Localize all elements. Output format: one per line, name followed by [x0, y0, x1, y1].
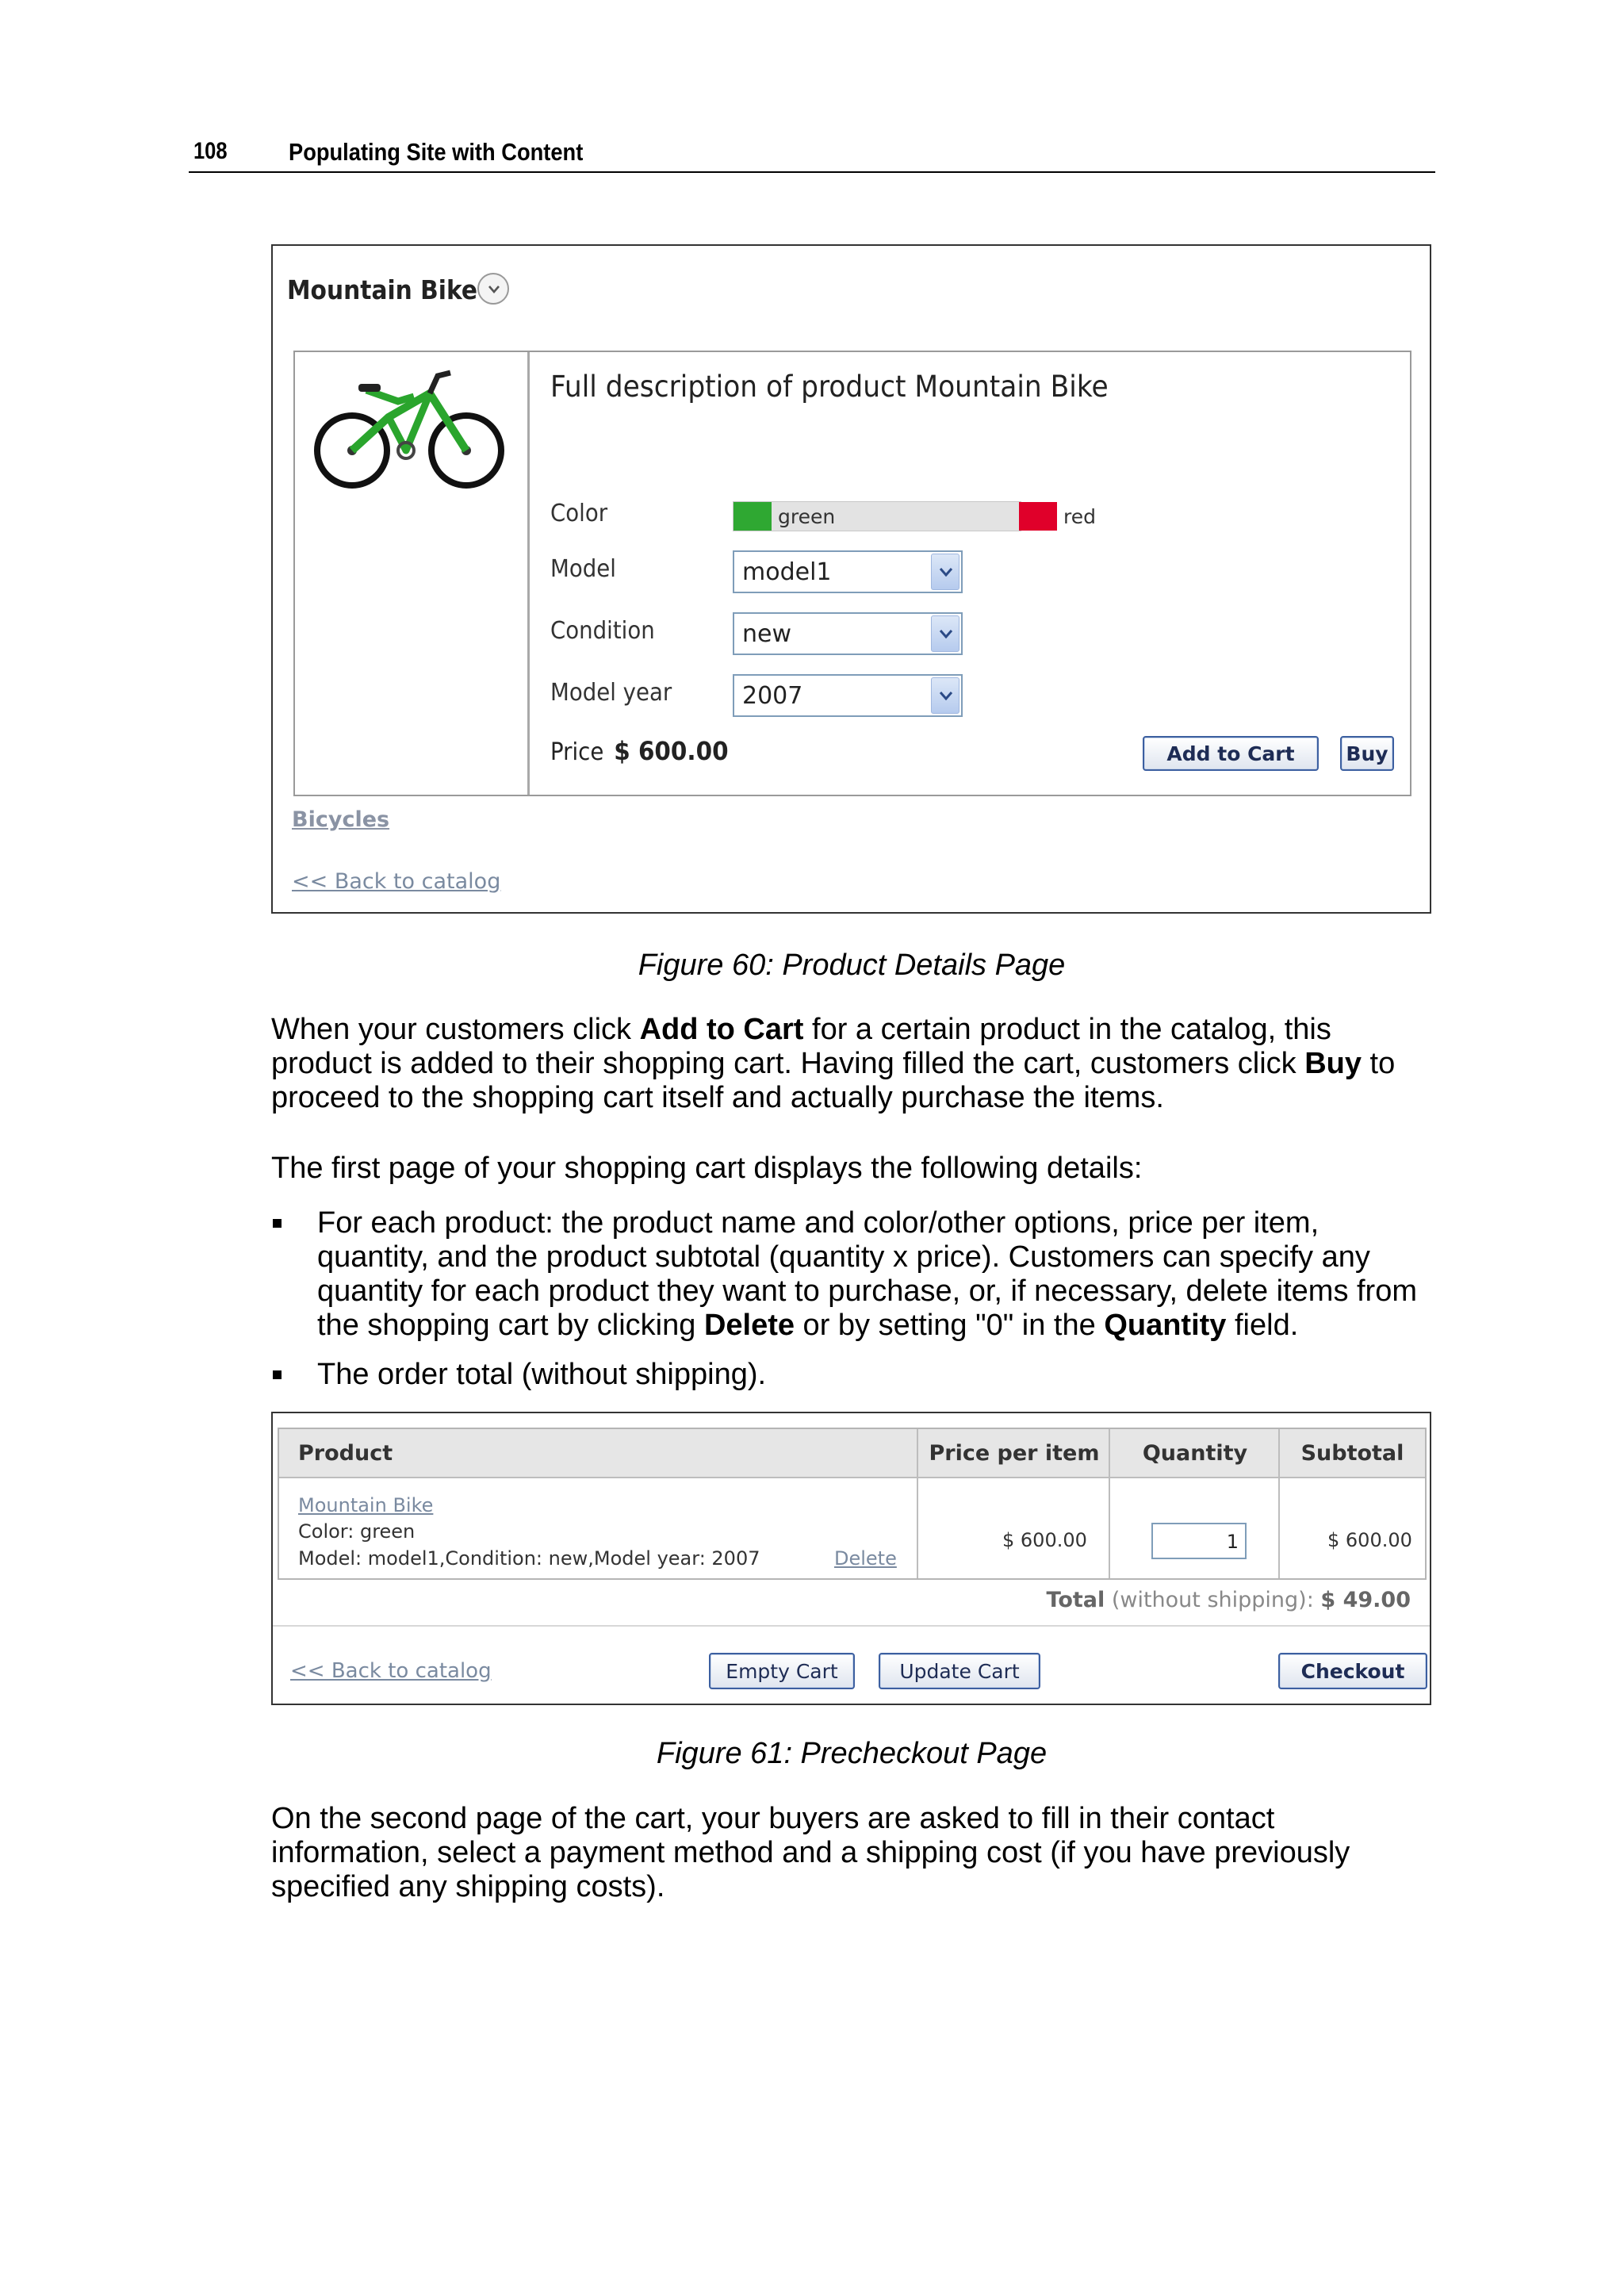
total-label: Total — [1046, 1588, 1105, 1612]
bold-term: Quantity — [1104, 1309, 1227, 1342]
cart-item-options: Model: model1,Condition: new,Model year: 2007 — [298, 1547, 760, 1570]
model-year-select[interactable] — [733, 674, 963, 717]
bullet-item-products — [317, 1206, 1437, 1343]
checkout-button[interactable]: Checkout — [1278, 1653, 1427, 1689]
product-info-cell — [530, 352, 1410, 795]
product-description: Full description of product Mountain Bike — [550, 370, 1109, 404]
empty-cart-button[interactable]: Empty Cart — [709, 1653, 855, 1689]
price-label: Price — [550, 738, 604, 766]
bold-term: Buy — [1304, 1047, 1362, 1080]
cart-item-color: Color: green — [298, 1520, 416, 1543]
color-label: Color — [550, 500, 608, 527]
price-row — [550, 736, 729, 766]
bold-term: Delete — [703, 1309, 795, 1342]
model-label: Model — [550, 555, 616, 583]
paragraph-add-to-cart — [271, 1013, 1437, 1115]
cart-item-name-link[interactable]: Mountain Bike — [298, 1494, 434, 1516]
order-total — [1046, 1588, 1411, 1612]
green-swatch — [733, 502, 772, 531]
text: For each product: the product name and color/other options, price per item, quantity, and the product subtotal (quantity x price). Customers can specify any quantity for each product they want to purchase, or, if necessary, delete items from the shopping cart by clicking — [317, 1206, 1417, 1342]
column-divider — [917, 1429, 918, 1578]
bullet-item-total: The order total (without shipping). — [317, 1358, 1437, 1392]
product-title: Mountain Bike — [287, 274, 478, 305]
bold-term: Add to Cart — [639, 1013, 804, 1046]
column-divider — [1278, 1429, 1280, 1578]
chevron-down-icon[interactable] — [477, 273, 509, 305]
divider — [273, 1625, 1430, 1627]
update-cart-button[interactable]: Update Cart — [879, 1653, 1040, 1689]
back-to-catalog-link[interactable]: << Back to catalog — [292, 869, 501, 894]
bicycle-image — [311, 362, 511, 496]
red-swatch — [1019, 502, 1057, 531]
product-image-cell — [295, 352, 530, 795]
column-header-subtotal: Subtotal — [1280, 1429, 1425, 1478]
section-title: Populating Site with Content — [289, 138, 584, 166]
add-to-cart-button[interactable]: Add to Cart — [1143, 736, 1319, 771]
price-value: $ 600.00 — [614, 736, 729, 766]
product-panel — [293, 351, 1411, 796]
cart-item-subtotal: $ 600.00 — [1327, 1529, 1412, 1551]
category-link[interactable]: Bicycles — [292, 807, 390, 832]
chevron-down-icon — [931, 677, 959, 714]
chevron-down-icon — [931, 615, 959, 652]
page-number: 108 — [193, 138, 228, 164]
text: or by setting "0" in the — [795, 1309, 1105, 1342]
total-note: (without shipping): — [1111, 1588, 1314, 1612]
delete-link[interactable]: Delete — [834, 1547, 897, 1570]
condition-select[interactable] — [733, 612, 963, 655]
back-to-catalog-link[interactable]: << Back to catalog — [290, 1659, 492, 1683]
figure-60-caption: Figure 60: Product Details Page — [638, 949, 1066, 982]
page-header — [189, 135, 1435, 173]
product-details-screenshot — [271, 244, 1431, 914]
model-select[interactable] — [733, 550, 963, 593]
paragraph-second-page: On the second page of the cart, your buyers are asked to fill in their contact information, select a payment method and a shipping cost (if you have previously specified any shipping costs). — [271, 1802, 1350, 1903]
color-option-green[interactable] — [733, 501, 1021, 531]
color-option-label: red — [1063, 504, 1096, 528]
column-divider — [1109, 1429, 1110, 1578]
text: to proceed to the shopping cart itself and actually purchase the items. — [271, 1047, 1396, 1114]
color-option-label: green — [778, 504, 836, 528]
model-year-label: Model year — [550, 679, 672, 707]
buy-button[interactable]: Buy — [1340, 736, 1394, 771]
model-value: model1 — [742, 558, 832, 586]
cart-item-price: $ 600.00 — [1002, 1529, 1087, 1551]
paragraph-cart-details: The first page of your shopping cart displays the following details: — [271, 1152, 1143, 1185]
column-header-product: Product — [279, 1429, 918, 1478]
cart-table — [278, 1428, 1427, 1580]
total-value: $ 49.00 — [1320, 1588, 1411, 1612]
column-header-quantity: Quantity — [1110, 1429, 1280, 1478]
figure-61-caption: Figure 61: Precheckout Page — [656, 1737, 1048, 1770]
column-header-price: Price per item — [918, 1429, 1110, 1478]
precheckout-screenshot — [271, 1412, 1431, 1705]
condition-label: Condition — [550, 617, 655, 645]
color-option-red[interactable] — [1019, 501, 1114, 531]
text: for a certain product in the catalog, this product is added to their shopping cart. Having filled the cart, customers click — [271, 1013, 1331, 1080]
chevron-down-icon — [931, 554, 959, 590]
model-year-value: 2007 — [742, 682, 803, 710]
condition-value: new — [742, 620, 792, 648]
text: field. — [1226, 1309, 1299, 1342]
quantity-input[interactable]: 1 — [1151, 1523, 1247, 1559]
text: When your customers click — [271, 1013, 640, 1046]
